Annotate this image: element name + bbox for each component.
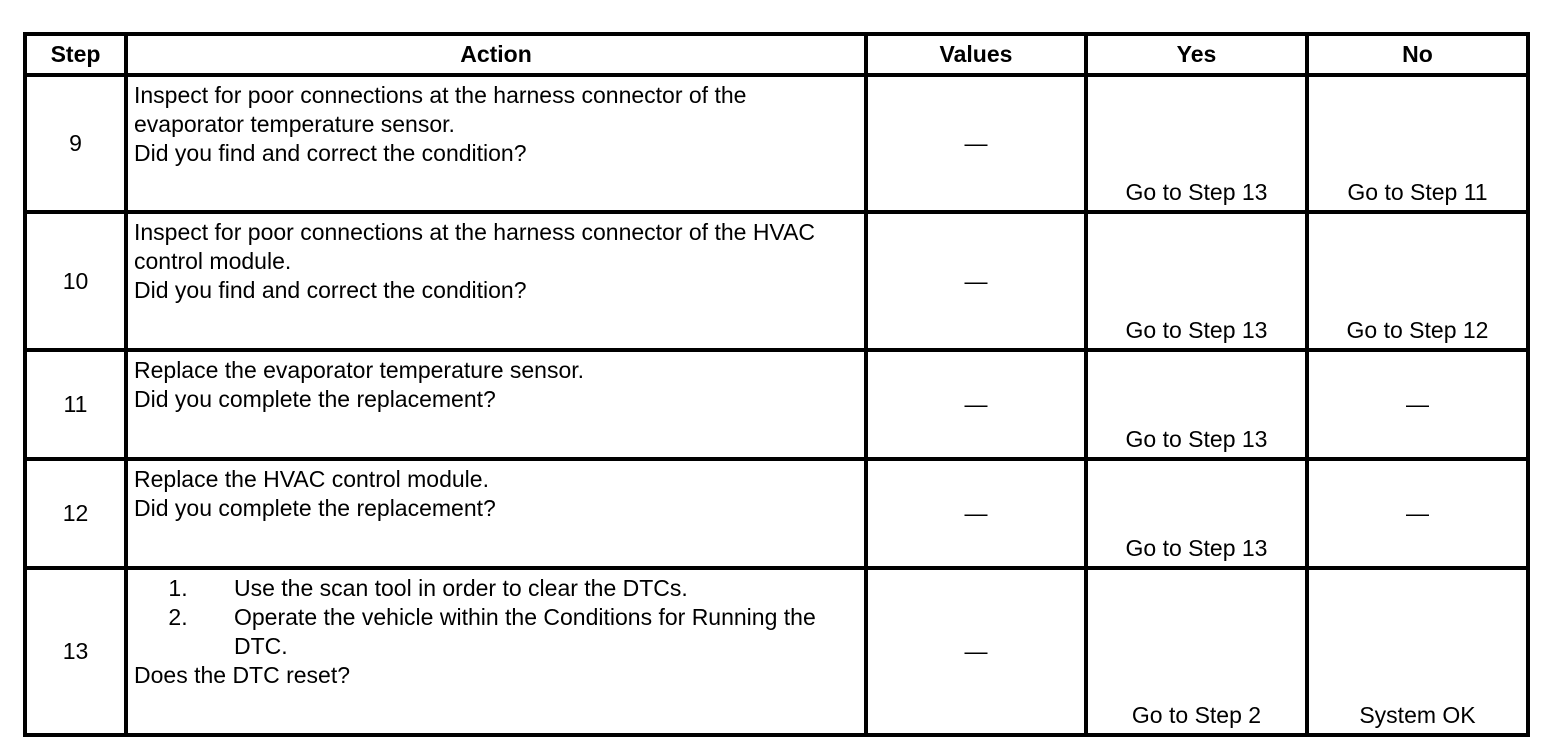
step-number: 13 bbox=[25, 568, 126, 735]
action-text: Inspect for poor connections at the harness connector of the evaporator temperature sensor. bbox=[134, 82, 747, 137]
substep-list bbox=[134, 574, 858, 661]
action-cell bbox=[126, 75, 866, 212]
yes-cell: Go to Step 13 bbox=[1086, 75, 1307, 212]
step-number: 10 bbox=[25, 212, 126, 350]
action-cell bbox=[126, 350, 866, 459]
yes-cell: Go to Step 13 bbox=[1086, 212, 1307, 350]
header-step: Step bbox=[25, 34, 126, 75]
substep-item: 1. Use the scan tool in order to clear the DTCs. bbox=[194, 574, 858, 603]
header-yes: Yes bbox=[1086, 34, 1307, 75]
no-cell: — bbox=[1307, 459, 1528, 568]
values-cell: — bbox=[866, 459, 1086, 568]
values-cell: — bbox=[866, 212, 1086, 350]
action-cell bbox=[126, 212, 866, 350]
header-action: Action bbox=[126, 34, 866, 75]
header-row bbox=[25, 34, 1528, 75]
no-cell: Go to Step 11 bbox=[1307, 75, 1528, 212]
action-question: Did you find and correct the condition? bbox=[134, 140, 527, 166]
yes-cell: Go to Step 13 bbox=[1086, 350, 1307, 459]
values-cell: — bbox=[866, 568, 1086, 735]
substep-item: 2. Operate the vehicle within the Conditions for Running the DTC. bbox=[194, 603, 858, 661]
action-question: Did you find and correct the condition? bbox=[134, 277, 527, 303]
action-cell bbox=[126, 568, 866, 735]
no-cell: — bbox=[1307, 350, 1528, 459]
yes-cell: Go to Step 13 bbox=[1086, 459, 1307, 568]
table-row bbox=[25, 212, 1528, 350]
table-row bbox=[25, 459, 1528, 568]
step-number: 9 bbox=[25, 75, 126, 212]
values-cell: — bbox=[866, 75, 1086, 212]
yes-cell: Go to Step 2 bbox=[1086, 568, 1307, 735]
action-question: Did you complete the replacement? bbox=[134, 386, 496, 412]
table-row bbox=[25, 75, 1528, 212]
table-row bbox=[25, 568, 1528, 735]
no-cell: Go to Step 12 bbox=[1307, 212, 1528, 350]
step-number: 11 bbox=[25, 350, 126, 459]
action-question: Did you complete the replacement? bbox=[134, 495, 496, 521]
action-text: Inspect for poor connections at the harness connector of the HVAC control module. bbox=[134, 219, 816, 274]
diagnostic-steps-table bbox=[23, 32, 1530, 737]
action-text: Replace the HVAC control module. bbox=[134, 466, 489, 492]
action-cell bbox=[126, 459, 866, 568]
step-number: 12 bbox=[25, 459, 126, 568]
no-cell: System OK bbox=[1307, 568, 1528, 735]
header-values: Values bbox=[866, 34, 1086, 75]
table-row bbox=[25, 350, 1528, 459]
action-text: Replace the evaporator temperature sensor. bbox=[134, 357, 585, 383]
header-no: No bbox=[1307, 34, 1528, 75]
values-cell: — bbox=[866, 350, 1086, 459]
action-question: Does the DTC reset? bbox=[134, 662, 351, 688]
